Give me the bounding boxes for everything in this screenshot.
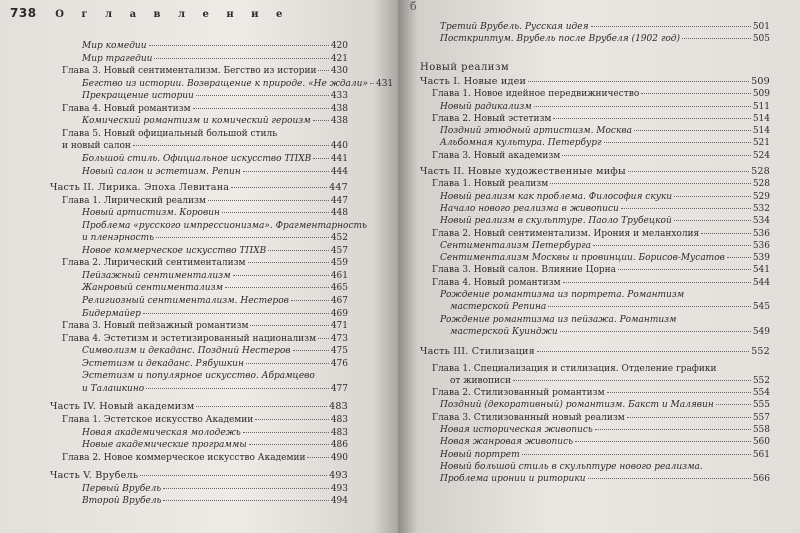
toc-entry-title: Глава 1. Лирический реализм <box>62 195 206 206</box>
toc-page-number: 473 <box>330 333 348 344</box>
toc-entry-title: Рождение романтизма из портрета. Романтизм <box>440 290 685 300</box>
toc-entry-title: Новый реализм как проблема. Философия скуки <box>440 191 673 202</box>
toc-page-number: 554 <box>752 388 770 399</box>
toc-page-number: 471 <box>330 321 348 332</box>
dot-leader <box>163 488 329 489</box>
page-number: 738 <box>10 6 37 20</box>
toc-entry <box>82 271 348 281</box>
toc-entry-title: Глава 4. Новый романтизм <box>432 277 561 288</box>
dot-leader <box>313 120 329 121</box>
toc-entry <box>82 440 348 450</box>
toc-entry-title: Символизм и декаданс. Поздний Нестеров <box>82 346 291 357</box>
dot-leader <box>550 183 751 184</box>
toc-page-number: 560 <box>752 437 770 448</box>
toc-entry <box>440 474 770 484</box>
toc-page-number: 514 <box>752 126 770 137</box>
toc-entry-title: Глава 2. Новый эстетизм <box>432 113 552 124</box>
dot-leader <box>562 155 751 156</box>
toc-entry-title: Новый артистизм. Коровин <box>82 208 220 219</box>
dot-leader <box>575 441 751 442</box>
toc-entry-title: мастерской Репина <box>450 302 547 313</box>
toc-entry <box>82 208 348 218</box>
dot-leader <box>674 220 751 221</box>
toc-page-number: 430 <box>330 66 348 77</box>
toc-entry-title: Поздний этюдный артистизм. Москва <box>440 126 632 137</box>
dot-leader <box>537 351 749 352</box>
toc-entry-title: Мир трагедии <box>82 53 153 64</box>
toc-entry-title: Комический романтизм и комический героизм <box>82 116 311 127</box>
toc-entry-title: Часть III. Стилизация <box>420 346 535 358</box>
toc-page-number: 483 <box>329 401 348 413</box>
dot-leader <box>560 331 751 332</box>
toc-page-number: 459 <box>330 258 348 269</box>
toc-page-number: 541 <box>752 265 770 276</box>
toc-entry-title: Начало нового реализма в живописи <box>440 203 619 214</box>
dot-leader <box>513 380 751 381</box>
toc-page-number: 447 <box>329 182 348 194</box>
toc-entry <box>440 462 770 472</box>
toc-entry-title: Бегство из истории. Возвращение к природе. «Не ждали» <box>82 78 368 89</box>
toc-entry-title: Новый реализм <box>420 61 510 73</box>
toc-entry-title: Глава 3. Стилизованный новый реализм <box>432 412 625 423</box>
toc-entry-title: Новый радикализм <box>440 101 532 112</box>
toc-entry-title: Новые академические программы <box>82 440 247 451</box>
toc-entry <box>450 327 770 337</box>
toc-entry <box>432 179 770 189</box>
toc-part-heading <box>420 347 770 357</box>
toc-entry-title: Рождение романтизма из пейзажа. Романтизм <box>440 314 677 325</box>
toc-entry <box>62 415 348 425</box>
dot-leader <box>146 388 329 389</box>
dot-leader <box>727 257 751 258</box>
toc-entry-title: Сентиментализм Петербурга <box>440 240 592 251</box>
toc-entry <box>450 376 770 386</box>
toc-page-number: 493 <box>330 483 348 494</box>
toc-page-number: 558 <box>752 425 770 435</box>
toc-entry-title: Глава 3. Новый сентиментализм. Бегство из истории <box>62 66 317 77</box>
toc-entry <box>82 233 348 243</box>
toc-page-number: 493 <box>329 470 348 482</box>
dot-leader <box>208 200 329 201</box>
toc-page-number: 552 <box>752 375 770 386</box>
toc-page-number: 509 <box>751 75 770 87</box>
dot-leader <box>222 212 329 213</box>
toc-entry-title: Глава 1. Новый реализм <box>432 179 549 190</box>
toc-entry-title: Новый салон и эстетизм. Репин <box>82 166 241 177</box>
dot-leader <box>231 187 327 188</box>
toc-part-heading <box>50 471 348 481</box>
dot-leader <box>307 457 328 458</box>
toc-page-number: 483 <box>330 414 348 425</box>
toc-entry <box>440 425 770 435</box>
toc-entry <box>440 102 770 112</box>
toc-entry-title: Глава 3. Новый салон. Влияние Цорна <box>432 265 616 276</box>
toc-entry-title: Новое коммерческое искусство ТПХВ <box>82 245 267 256</box>
dot-leader <box>634 130 751 131</box>
toc-page-number: 532 <box>752 203 770 214</box>
toc-entry <box>82 371 348 381</box>
dot-leader <box>225 287 329 288</box>
dot-leader <box>318 70 328 71</box>
toc-page-number: 549 <box>752 326 770 337</box>
toc-page-number: 566 <box>752 474 770 485</box>
toc-page-number: 552 <box>751 346 770 358</box>
toc-entry-title: Глава 2. Стилизованный романтизм <box>432 388 605 399</box>
toc-entry <box>62 66 348 76</box>
toc-page-number: 528 <box>751 166 770 177</box>
toc-page-number: 557 <box>752 412 770 423</box>
dot-leader <box>246 363 329 364</box>
dot-leader <box>255 419 329 420</box>
toc-entry <box>62 104 348 114</box>
toc-entry <box>440 34 770 44</box>
dot-leader <box>682 38 751 39</box>
toc-page-number: 529 <box>752 191 770 202</box>
toc-entry-title: Религиозный сентиментализм. Нестеров <box>82 296 289 306</box>
toc-page-number: 511 <box>752 101 770 112</box>
toc-entry-title: Глава 4. Новый романтизм <box>62 103 191 114</box>
toc-entry <box>440 22 770 32</box>
toc-page-number: 421 <box>330 53 348 64</box>
toc-page-number: 461 <box>330 270 348 281</box>
toc-entry-title: Эстетизм и популярное искусство. Абрамцево <box>82 371 315 382</box>
toc-section-heading <box>420 63 770 73</box>
toc-entry-title: Глава 1. Специализация и стилизация. Отделение графики <box>432 363 717 374</box>
toc-entry-title: Новая жанровая живопись <box>440 437 574 448</box>
toc-entry-title: Эстетизм и декаданс. Рябушкин <box>82 358 244 369</box>
toc-page-number: 528 <box>752 179 770 190</box>
toc-entry-title: и пленэрность <box>82 233 155 244</box>
toc-entry-title: Часть II. Новые художественные мифы <box>420 166 626 177</box>
toc-page-number: 545 <box>752 302 770 313</box>
toc-entry <box>82 283 348 293</box>
toc-entry <box>82 167 348 177</box>
toc-page-number: 501 <box>752 22 770 32</box>
toc-entry-title: Новая академическая молодежь <box>82 427 241 438</box>
toc-entry-title: Новый большой стиль в скульптуре нового реализма. <box>440 461 703 472</box>
toc-entry <box>440 138 770 148</box>
toc-entry <box>440 437 770 447</box>
dot-leader <box>563 282 751 283</box>
toc-entry-title: Проблема иронии и риторики <box>440 474 586 485</box>
dot-leader <box>293 350 329 351</box>
dot-leader <box>248 262 329 263</box>
dot-leader <box>591 26 751 27</box>
dot-leader <box>243 171 329 172</box>
toc-entry <box>440 126 770 136</box>
dot-leader <box>154 58 328 59</box>
toc-page-number: 441 <box>330 153 348 164</box>
toc-entry <box>62 196 348 206</box>
toc-page-number: 431 <box>375 78 394 89</box>
toc-page-number: 483 <box>330 427 348 438</box>
toc-entry-title: Жанровый сентиментализм <box>82 283 223 294</box>
toc-entry <box>82 246 348 256</box>
toc-entry-title: Часть I. Новые идеи <box>420 75 527 87</box>
toc-entry-title: Бидермайер <box>82 308 141 319</box>
dot-leader <box>318 338 329 339</box>
dot-leader <box>627 417 751 418</box>
toc-entry-title: Большой стиль. Официальное искусство ТПХВ <box>82 153 312 164</box>
toc-page-number: 555 <box>752 400 770 411</box>
toc-page-number: 536 <box>752 240 770 251</box>
toc-entry-title: Первый Врубель <box>82 483 162 494</box>
dot-leader <box>628 171 749 172</box>
toc-page-number: 457 <box>330 245 348 256</box>
dot-leader <box>193 108 329 109</box>
dot-leader <box>233 275 329 276</box>
toc-page-number: 486 <box>330 440 348 451</box>
toc-entry <box>82 428 348 438</box>
left-page <box>0 0 398 533</box>
toc-page-number: 494 <box>330 496 348 507</box>
toc-entry <box>82 54 348 64</box>
toc-entry <box>432 413 770 423</box>
toc-entry-title: Посткриптум. Врубель после Врубеля (1902 год) <box>440 34 681 45</box>
toc-entry <box>62 453 348 463</box>
toc-entry <box>82 296 348 306</box>
toc-entry <box>82 220 367 231</box>
toc-page-number: 477 <box>330 383 348 394</box>
toc-entry-title: Новый реализм в скульптуре. Паоло Трубецкой <box>440 216 672 227</box>
toc-entry <box>450 302 770 312</box>
toc-entry <box>82 41 348 51</box>
toc-entry-title: Глава 2. Лирический сентиментализм <box>62 258 246 269</box>
toc-entry <box>432 89 770 99</box>
toc-entry <box>82 346 348 356</box>
toc-page-number: 505 <box>752 34 770 45</box>
toc-entry <box>432 364 770 374</box>
toc-page-number: 452 <box>330 233 348 244</box>
toc-entry <box>432 229 770 239</box>
toc-page-number: 539 <box>752 253 770 264</box>
toc-entry-title: Проблема «русского импрессионизма». Фрагментарность <box>82 220 367 231</box>
toc-page-number: 447 <box>330 195 348 206</box>
toc-page-number: 544 <box>752 277 770 288</box>
toc-entry-title: Мир комедии <box>82 41 147 51</box>
dot-leader <box>593 245 751 246</box>
toc-entry <box>440 290 770 300</box>
toc-page-number: 440 <box>330 141 348 152</box>
toc-entry-title: Второй Врубель <box>82 496 162 507</box>
toc-entry <box>440 241 770 251</box>
dot-leader <box>196 95 329 96</box>
toc-entry-title: и Талашкино <box>82 383 145 394</box>
toc-page-number: 438 <box>330 116 348 127</box>
toc-entry-title: Новая историческая живопись <box>440 425 593 435</box>
toc-entry-title: Часть V. Врубель <box>50 470 139 482</box>
toc-entry <box>440 315 770 325</box>
dot-leader <box>156 237 329 238</box>
toc-page-number: 490 <box>330 452 348 463</box>
toc-page-number: 561 <box>752 449 770 460</box>
running-head: О г л а в л е н и е <box>55 9 290 20</box>
dot-leader <box>621 208 751 209</box>
toc-entry-title: Глава 3. Новый пейзажный романтизм <box>62 321 249 332</box>
dot-leader <box>196 406 327 407</box>
toc-part-heading <box>50 183 348 193</box>
dot-leader <box>701 233 751 234</box>
toc-entry-title: Поздний (декоративный) романтизм. Бакст и Малявин <box>440 400 714 411</box>
toc-entry-title: Глава 1. Эстетское искусство Академии <box>62 414 254 425</box>
dot-leader <box>641 93 751 94</box>
dot-leader <box>268 250 329 251</box>
toc-entry-title: от живописи <box>450 375 512 386</box>
page-header <box>10 6 289 20</box>
toc-page-number: 475 <box>330 346 348 357</box>
toc-entry-title: Часть II. Лирика. Эпоха Левитана <box>50 182 230 194</box>
dot-leader <box>140 475 327 476</box>
toc-entry <box>440 253 770 263</box>
toc-entry-title: Прекращение истории <box>82 91 194 102</box>
toc-entry <box>82 78 394 89</box>
toc-entry <box>62 321 348 331</box>
dot-leader <box>133 145 329 146</box>
toc-page-number: 514 <box>752 113 770 124</box>
toc-entry <box>62 129 348 139</box>
toc-entry-title: Пейзажный сентиментализм <box>82 270 231 281</box>
dot-leader <box>588 478 751 479</box>
toc-entry <box>82 154 348 164</box>
dot-leader <box>595 429 751 430</box>
toc-entry <box>432 114 770 124</box>
dot-leader <box>291 300 329 301</box>
page-mark: б <box>410 0 417 13</box>
toc-entry-title: и новый салон <box>62 141 131 152</box>
toc-page-number: 524 <box>752 150 770 161</box>
toc-entry <box>440 204 770 214</box>
dot-leader <box>143 313 329 314</box>
dot-leader <box>674 196 751 197</box>
toc-page-number: 448 <box>330 208 348 219</box>
toc-entry <box>82 384 348 394</box>
toc-page-number: 536 <box>752 228 770 239</box>
toc-entry <box>440 216 770 226</box>
dot-leader <box>250 325 328 326</box>
dot-leader <box>716 404 751 405</box>
toc-entry-title: мастерской Куинджи <box>450 326 558 337</box>
toc-entry <box>82 309 348 319</box>
toc-page-number: 509 <box>752 89 770 100</box>
toc-entry-title: Глава 3. Новый академизм <box>432 150 561 161</box>
dot-leader <box>313 158 329 159</box>
toc-page-number: 534 <box>752 216 770 227</box>
toc-entry <box>62 141 348 151</box>
toc-entry-title: Сентиментализм Москвы и провинции. Борисов-Мусатов <box>440 253 725 264</box>
toc-page-number: 433 <box>330 91 348 102</box>
dot-leader <box>553 118 750 119</box>
toc-entry <box>432 265 770 275</box>
toc-page-number: 420 <box>330 41 348 51</box>
toc-entry <box>82 116 348 126</box>
dot-leader <box>534 106 751 107</box>
toc-entry-title: Глава 4. Эстетизм и эстетизированный национализм <box>62 333 317 344</box>
toc-part-heading <box>50 402 348 412</box>
toc-entry <box>82 359 348 369</box>
toc-page-number: 521 <box>752 138 770 149</box>
dot-leader <box>528 81 749 82</box>
toc-entry-title: Глава 1. Новое идейное передвижничество <box>432 89 640 100</box>
toc-entry <box>440 400 770 410</box>
dot-leader <box>607 392 751 393</box>
dot-leader <box>370 83 374 84</box>
dot-leader <box>149 45 329 46</box>
toc-entry <box>82 91 348 101</box>
toc-page-number: 444 <box>330 166 348 177</box>
dot-leader <box>548 306 751 307</box>
toc-page-number: 467 <box>330 296 348 306</box>
toc-entry <box>82 496 348 506</box>
dot-leader <box>163 500 328 501</box>
dot-leader <box>604 142 751 143</box>
toc-entry-title: Глава 2. Новое коммерческое искусство Академии <box>62 452 306 463</box>
toc-entry <box>82 484 348 494</box>
toc-entry <box>440 192 770 202</box>
toc-entry <box>432 151 770 161</box>
dot-leader <box>243 432 329 433</box>
dot-leader <box>522 454 751 455</box>
toc-entry-title: Новый портрет <box>440 449 520 460</box>
toc-page-number: 438 <box>330 103 348 114</box>
right-page <box>398 0 800 533</box>
toc-entry-title: Глава 5. Новый официальный большой стиль <box>62 128 278 139</box>
toc-entry <box>432 388 770 398</box>
dot-leader <box>249 444 329 445</box>
toc-entry-title: Альбомная культура. Петербург <box>440 138 602 149</box>
toc-entry <box>440 450 770 460</box>
toc-entry <box>432 278 770 288</box>
toc-entry-title: Третий Врубель. Русская идея <box>440 22 589 32</box>
toc-part-heading <box>420 167 770 177</box>
dot-leader <box>618 269 751 270</box>
toc-part-heading <box>420 77 770 87</box>
toc-entry <box>62 258 348 268</box>
toc-page-number: 476 <box>330 358 348 369</box>
toc-page-number: 465 <box>330 283 348 294</box>
toc-entry-title: Глава 2. Новый сентиментализм. Ирония и меланхолия <box>432 228 700 239</box>
toc-page-number: 469 <box>330 308 348 319</box>
toc-entry <box>62 334 348 344</box>
toc-entry-title: Часть IV. Новый академизм <box>50 401 195 413</box>
